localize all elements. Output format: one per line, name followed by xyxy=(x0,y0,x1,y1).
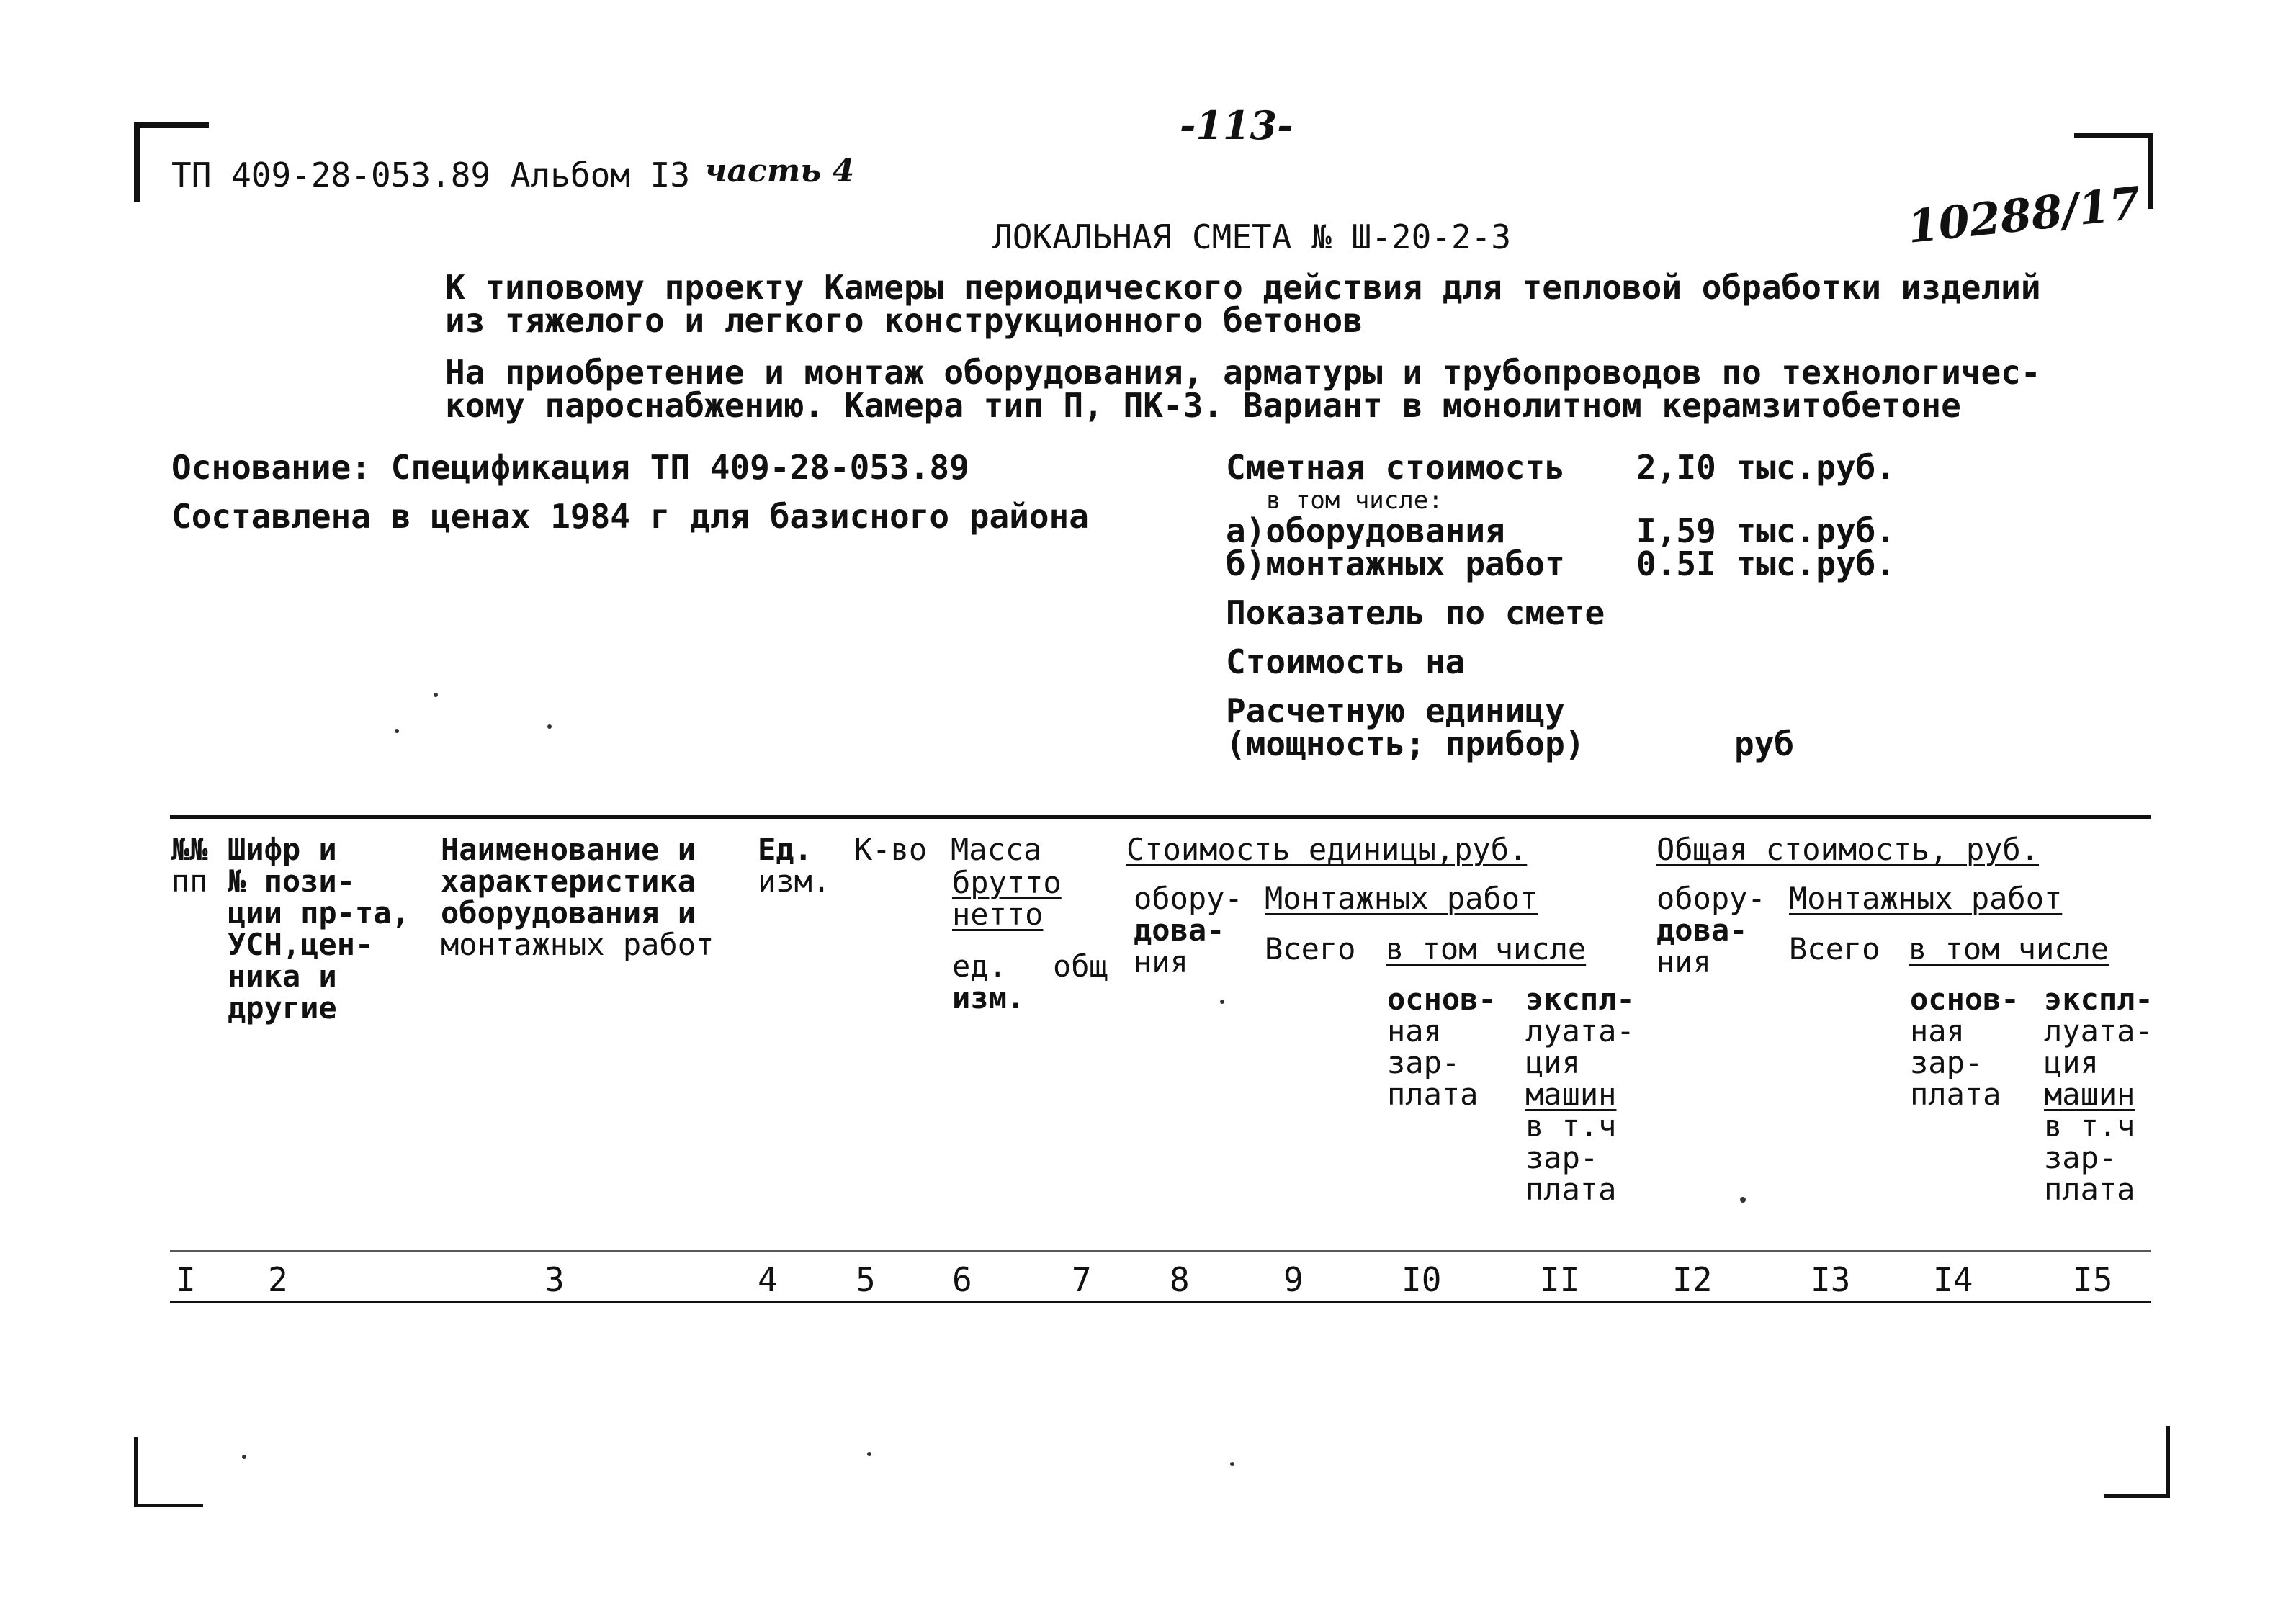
column-number: I4 xyxy=(1933,1260,1973,1299)
table-numbers-rule xyxy=(170,1301,2151,1303)
col-mass-total: общ xyxy=(1053,948,1108,984)
project-line-3: На приобретение и монтаж оборудования, арматуры и трубопроводов по технологичес- xyxy=(445,353,2041,392)
corner-bracket-bottom-right-v xyxy=(2166,1426,2170,1498)
scan-speck xyxy=(867,1452,871,1456)
table-top-rule xyxy=(170,815,2151,819)
column-number: 8 xyxy=(1170,1260,1190,1299)
scan-speck xyxy=(434,693,438,697)
scan-speck xyxy=(242,1455,246,1459)
corner-bracket-bottom-left-v xyxy=(134,1437,138,1507)
column-number: I5 xyxy=(2073,1260,2113,1299)
unit-label-2: (мощность; прибор) xyxy=(1226,724,1585,763)
unit-label-1: Расчетную единицу xyxy=(1226,691,1565,730)
basis-prices: Составлена в ценах 1984 г для базисного района xyxy=(171,497,1089,536)
col-name-header: Наименование и характеристика оборудования и монтажных работ xyxy=(441,832,714,962)
corner-bracket-bottom-right-h xyxy=(2104,1494,2169,1498)
table-header-bottom-rule xyxy=(170,1250,2151,1252)
total-cost-base-wage: основ- ная зар- плата xyxy=(1910,982,2019,1112)
col-mass-header: Масса xyxy=(951,832,1042,867)
total-cost-machine-operation: экспл- луата- ция машин в т.ч зар- плата xyxy=(2044,982,2153,1207)
project-line-4: кому пароснабжению. Камера тип П, ПК-3. Вариант в монолитном керамзитобетоне xyxy=(445,386,1961,425)
installation-cost-value: 0.5I тыс.руб. xyxy=(1636,544,1896,583)
column-number: I0 xyxy=(1402,1260,1442,1299)
scan-speck xyxy=(1740,1197,1746,1203)
estimated-cost-label: Сметная стоимость xyxy=(1226,448,1565,487)
column-number: II xyxy=(1540,1260,1580,1299)
corner-bracket-top-right-v xyxy=(2148,133,2153,209)
project-line-2: из тяжелого и легкого конструкционного бетонов xyxy=(445,301,1363,340)
total-cost-equipment: обору- дова- ния xyxy=(1656,881,1766,979)
indicator-label: Показатель по смете xyxy=(1226,593,1605,632)
installation-cost-label: б)монтажных работ xyxy=(1226,544,1565,583)
col-quantity-header: К-во xyxy=(854,832,928,867)
column-number: I2 xyxy=(1672,1260,1713,1299)
equipment-cost-value: I,59 тыс.руб. xyxy=(1636,511,1896,550)
column-number: 4 xyxy=(758,1260,778,1299)
including-label: в том числе: xyxy=(1266,486,1443,515)
total-cost-all: Всего xyxy=(1789,931,1880,966)
column-number: 3 xyxy=(544,1260,565,1299)
equipment-cost-label: а)оборудования xyxy=(1226,511,1505,550)
col-mass-net: нетто xyxy=(952,897,1044,932)
col-unit-header: Ед. изм. xyxy=(758,832,831,899)
document-part-handwritten: часть 4 xyxy=(704,153,855,189)
unit-cost-base-wage: основ- ная зар- плата xyxy=(1387,982,1497,1112)
page-number: -113- xyxy=(1180,102,1293,148)
unit-cost-including: в том числе xyxy=(1386,931,1587,966)
corner-bracket-top-left-v xyxy=(134,122,140,202)
scan-speck xyxy=(395,729,399,733)
col-mass-gross: брутто xyxy=(952,865,1062,900)
column-number: 5 xyxy=(856,1260,876,1299)
estimated-cost-value: 2,I0 тыс.руб. xyxy=(1636,448,1896,487)
column-number: 7 xyxy=(1072,1260,1092,1299)
basis-foundation: Основание: Спецификация ТП 409-28-053.89 xyxy=(171,448,969,487)
column-number: 9 xyxy=(1283,1260,1304,1299)
corner-bracket-top-left-h xyxy=(134,122,209,128)
unit-cost-equipment: обору- дова- ния xyxy=(1134,881,1243,979)
total-cost-header: Общая стоимость, руб. xyxy=(1656,832,2040,867)
col-code-header: Шифр и № пози- ции пр-та, УСН,цен- ника и другие xyxy=(228,832,410,1025)
unit-cost-header: Стоимость единицы,руб. xyxy=(1126,832,1528,867)
archive-number: 10288/17 xyxy=(1905,176,2143,253)
unit-cost-machine-operation: экспл- луата- ция машин в т.ч зар- плата xyxy=(1525,982,1635,1207)
unit-cost-all: Всего xyxy=(1265,931,1356,966)
total-cost-including: в том числе xyxy=(1909,931,2109,966)
scan-speck xyxy=(547,724,552,729)
column-number: 2 xyxy=(268,1260,288,1299)
scan-speck xyxy=(1230,1462,1234,1466)
project-line-1: К типовому проекту Камеры периодического действия для тепловой обработки изделий xyxy=(445,268,2041,307)
unit-cost-installation-header: Монтажных работ xyxy=(1265,881,1538,916)
scan-speck xyxy=(1220,1000,1224,1004)
column-number: 6 xyxy=(952,1260,972,1299)
document-reference: ТП 409-28-053.89 Альбом I3 xyxy=(171,156,691,194)
column-number: I3 xyxy=(1811,1260,1851,1299)
corner-bracket-top-right-h xyxy=(2074,133,2153,138)
col-mass-unit: ед. изм. xyxy=(952,948,1026,1015)
col-number-header: №№ пп xyxy=(171,832,208,899)
column-number: I xyxy=(176,1260,196,1299)
estimate-title: ЛОКАЛЬНАЯ СМЕТА № Ш-20-2-3 xyxy=(992,217,1512,256)
total-cost-installation-header: Монтажных работ xyxy=(1789,881,2063,916)
unit-currency: руб xyxy=(1734,724,1795,763)
cost-per-label: Стоимость на xyxy=(1226,642,1466,681)
corner-bracket-bottom-left-h xyxy=(134,1504,203,1507)
